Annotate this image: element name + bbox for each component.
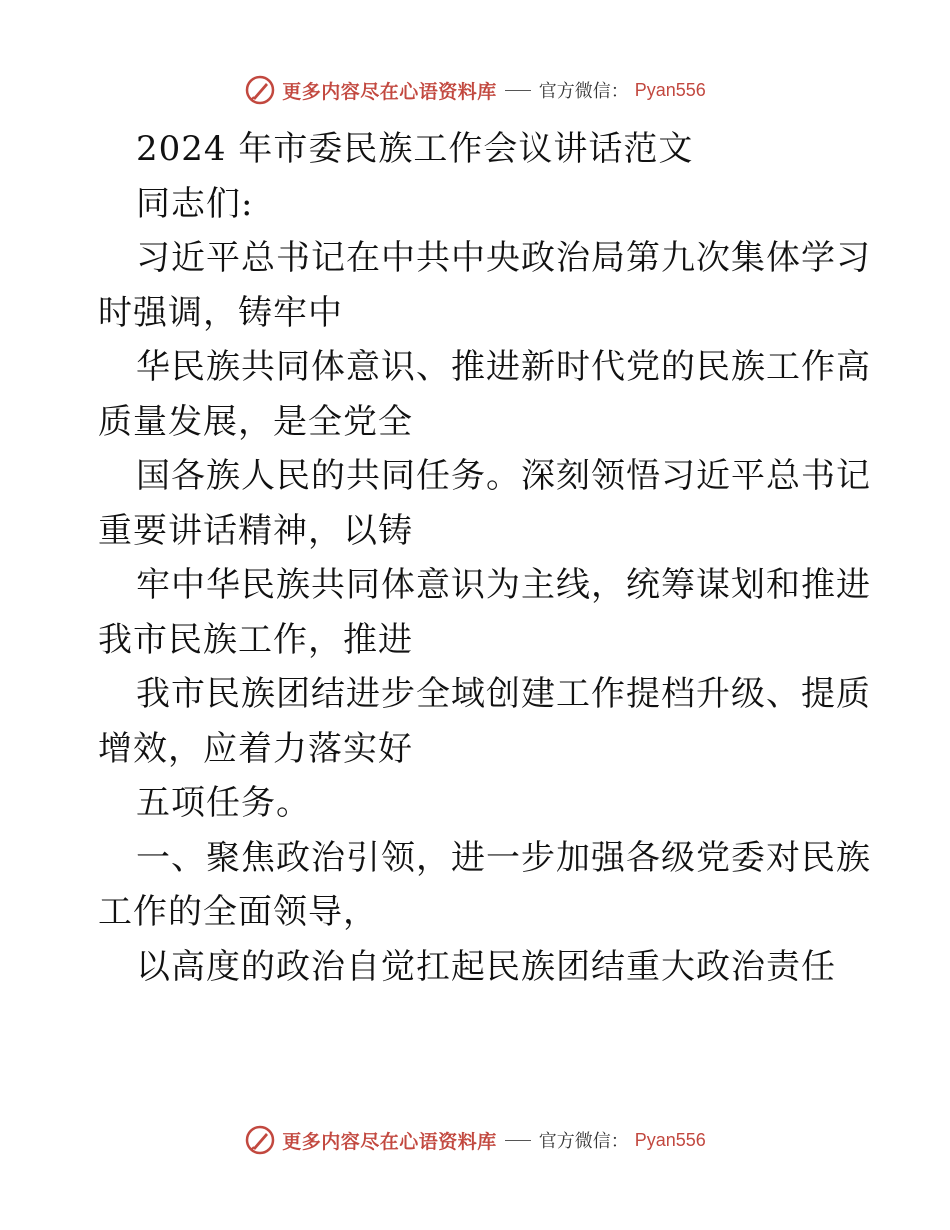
text-line: 五项任务。	[136, 783, 311, 823]
text-line: 重要讲话精神，以铸	[98, 510, 413, 551]
text-line: 我市民族团结进步全域创建工作提档升级、提质	[136, 674, 871, 714]
text-line: 国各族人民的共同任务。深刻领悟习近平总书记	[136, 456, 871, 496]
quill-seal-icon	[244, 1124, 276, 1156]
text-line: 华民族共同体意识、推进新时代党的民族工作高	[136, 347, 871, 387]
watermark-wechat-label: 官方微信：	[538, 1131, 629, 1152]
section-heading: 一、聚焦政治引领，进一步加强各级党委对民族	[136, 837, 871, 878]
watermark-dash	[505, 90, 531, 91]
watermark-wechat-account: Pyan556	[634, 1129, 706, 1150]
document-title: 2024 年市委民族工作会议讲话范文	[136, 129, 694, 169]
watermark-dash	[505, 1140, 531, 1141]
text-line: 以高度的政治自觉扛起民族团结重大政治责任	[136, 946, 836, 987]
quill-seal-icon	[244, 74, 276, 106]
text-line: 增效，应着力落实好	[98, 728, 413, 769]
text-line: 时强调，铸牢中	[98, 292, 343, 333]
header-watermark	[0, 70, 950, 110]
text-line: 质量发展，是全党全	[98, 401, 413, 442]
watermark-wechat-account: Pyan556	[634, 79, 706, 100]
salutation: 同志们:	[136, 183, 254, 224]
watermark-brand-text: 更多内容尽在心语资料库	[282, 80, 497, 103]
text-line: 工作的全面领导，	[98, 892, 378, 932]
text-line: 我市民族工作，推进	[98, 619, 413, 660]
watermark-wechat-label: 官方微信：	[538, 81, 629, 102]
text-line: 习近平总书记在中共中央政治局第九次集体学习	[136, 238, 871, 278]
document-body	[98, 122, 871, 994]
watermark-brand-text: 更多内容尽在心语资料库	[282, 1130, 497, 1153]
text-line: 牢中华民族共同体意识为主线，统筹谋划和推进	[136, 565, 871, 605]
footer-watermark	[0, 1120, 950, 1160]
